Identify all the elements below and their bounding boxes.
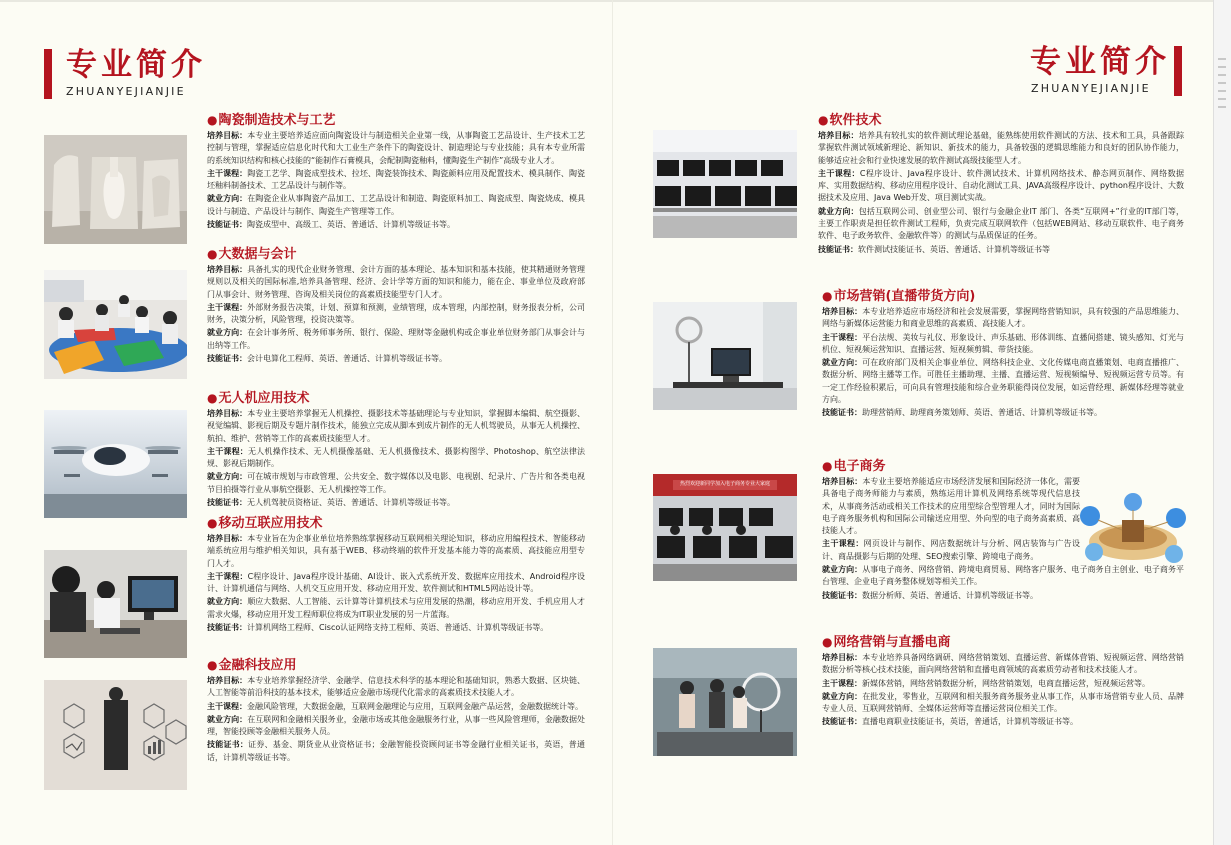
goal-text: 培养目标：本专业旨在为企事业单位培养熟练掌握移动互联网相关理论知识，移动应用编程技术、智能移动端系统应用与维护相关知识，具有基于WEB、移动终端的软件开发基本能力等的高素质、高技能应用型专门人才。	[207, 534, 585, 568]
section-title-text: 陶瓷制造技术与工艺	[218, 113, 336, 128]
photo-fintech	[44, 680, 187, 790]
section-title	[822, 458, 1184, 475]
section-title	[207, 657, 585, 674]
section-title-text: 软件技术	[829, 113, 882, 128]
photo-live-ecommerce	[653, 648, 797, 756]
section-title-text: 电子商务	[833, 459, 886, 474]
section-title	[207, 246, 585, 263]
bullet-dot-icon: ●	[822, 635, 833, 649]
courses-text: 主干课程：C程序设计、Java程序设计、软件测试技术、计算机网络技术、静态网页制作、网络数据库、实用数据结构、移动应用程序设计、自动化测试工具、JAVA高级程序设计、python程序设计、大数据技术及应用、Java Web开发、项目测试实战。	[818, 168, 1185, 203]
certs-text: 技能证书：无人机驾驶员资格证、英语、普通话、计算机等级证书等。	[207, 498, 455, 508]
section-title	[207, 515, 585, 532]
page-subtitle: ZHUANYEJIANJIE	[66, 85, 186, 98]
jobs-text: 就业方向：可在政府部门及相关企事业单位、网络科技企业、文化传媒电商直播策划、电商直播推广、数据分析、网络主播等工作。可胜任主播助理、主播、直播运营、短视频编导、短视频运营专员等。有一定工作经验积累后，可向具有管理技能和综合业务职能得岗位发展，如运营经理、新媒体经理等就业方向。	[822, 358, 1185, 405]
bullet-dot-icon: ●	[207, 113, 218, 127]
section-title	[207, 390, 585, 407]
photo-accounting-class	[44, 270, 187, 379]
bullet-dot-icon: ●	[822, 459, 833, 473]
section-title-text: 金融科技应用	[218, 658, 297, 673]
bullet-dot-icon: ●	[818, 113, 829, 127]
photo-mobile-dev	[44, 550, 187, 658]
bullet-dot-icon: ●	[207, 391, 218, 405]
section-accounting	[207, 246, 585, 365]
section-live-commerce	[822, 634, 1184, 729]
section-title-text: 移动互联应用技术	[218, 516, 323, 531]
jobs-text: 就业方向：在批发业，零售业，互联网和相关服务商务服务业从事工作，从事市场营销专业人员、品牌专业人员、互联网营销师、全媒体运营师等直播运营岗位相关工作。	[822, 691, 1185, 714]
courses-text: 主干课程：金融风险管理，大数据金融，互联网金融理论与应用，互联网金融产品运营，金融数据统计等。	[207, 701, 583, 711]
courses-text: 主干课程：无人机操作技术、无人机摄像基础、无人机摄像技术、摄影构图学、Photoshop、航空法律法规、影视后期制作。	[207, 446, 586, 469]
section-title-text: 市场营销(直播带货方向)	[833, 289, 976, 304]
certs-text: 技能证书：计算机网络工程师、Cisco认证网络支持工程师、英语、普通话、计算机等级证书等。	[207, 623, 549, 633]
bullet-dot-icon: ●	[207, 516, 218, 530]
section-ceramics	[207, 112, 585, 231]
courses-text: 主干课程：C程序设计、Java程序设计基础、AI设计、嵌入式系统开发、数据库应用技术、Android程序设计、计算机通信与网络、人机交互应用开发、移动应用开发、软件测试和HTML5网站设计等。	[207, 571, 586, 594]
viewer-scroll-strip[interactable]	[1213, 0, 1231, 845]
scroll-grip-icon[interactable]	[1218, 58, 1226, 108]
certs-text: 技能证书：会计电算化工程师、英语、普通话、计算机等级证书等。	[207, 354, 447, 364]
page-title: 专业简介	[66, 47, 206, 83]
goal-text: 培养目标：培养具有较扎实的软件测试理论基础，能熟练使用软件测试的方法、技术和工具，具备跟踪掌握软件测试领域新理论、新知识、新技术的能力，具备较强的逻辑思维能力和良好的团队协作能力，能够适应社会和行业快速发展的软件测试高级技能型人才。	[818, 131, 1185, 165]
bullet-dot-icon: ●	[207, 247, 218, 261]
jobs-text: 就业方向：从事电子商务、网络营销、跨境电商贸易、网络客户服务、电子商务自主创业、电子商务平台管理、企业电子商务整体规划等相关工作。	[822, 565, 1185, 587]
photo-ecommerce-class	[653, 474, 797, 581]
top-border	[0, 0, 1231, 2]
page-title: 专业简介	[1030, 44, 1170, 80]
certs-text: 技能证书：直播电商职业技能证书，英语，普通话，计算机等级证书等。	[822, 717, 1078, 727]
section-marketing	[822, 288, 1184, 420]
jobs-text: 就业方向：顺应大数据、人工智能、云计算等计算机技术与应用发展的热潮，移动应用开发、手机应用人才需求火爆，移动应用开发工程师职位将成为IT职业发展的另一片蓝海。	[207, 597, 585, 619]
ecommerce-wrap-text	[822, 476, 1080, 563]
jobs-text: 就业方向：在互联网和金融相关服务业，金融市场或其他金融服务行业，从事一些风险管理师，金融数据处理，智能投顾等金融相关服务人员。	[207, 714, 585, 737]
bullet-dot-icon: ●	[207, 658, 218, 672]
certs-text: 技能证书：数据分析师、英语、普通话、计算机等级证书等。	[822, 590, 1038, 600]
page-subtitle: ZHUANYEJIANJIE	[1031, 82, 1151, 95]
section-mobile	[207, 515, 585, 634]
jobs-text: 就业方向：在会计事务所、税务师事务所、银行、保险、理财等金融机构或企事业单位财务部门从事会计与出纳等工作。	[207, 328, 585, 350]
section-title	[822, 634, 1184, 651]
photo-ceramics	[44, 135, 187, 244]
goal-text: 培养目标：具备扎实的现代企业财务管理、会计方面的基本理论、基本知识和基本技能，使其精通财务管理规则以及相关的国际标准,培养具备管理、经济、会计学等方面的知识和能力，能在企、事业单位及政府部门从事会计、财务管理、咨询及相关岗位的高素质技能型专门人才。	[207, 265, 585, 299]
section-title-text: 网络营销与直播电商	[833, 635, 951, 650]
photo-computer-lab	[653, 130, 797, 238]
section-title-text: 无人机应用技术	[218, 391, 310, 406]
section-drone	[207, 390, 585, 509]
photo-drone	[44, 410, 187, 518]
jobs-text: 就业方向：可在城市规划与市政管理、公共安全、数字媒体以及电影、电视剧、纪录片、广告片和各类电视节目拍摄等行业从事航空摄影、无人机操控等工作。	[207, 472, 585, 494]
section-title	[822, 288, 1184, 305]
section-title	[818, 112, 1184, 129]
header-accent-bar	[1174, 46, 1182, 96]
section-title-text: 大数据与会计	[218, 247, 297, 262]
jobs-text: 就业方向：包括互联网公司、创业型公司、银行与金融企业IT 部门、各类“互联网+”行业的IT部门等，主要工作职责是担任软件测试工程师，负责完成互联网软件（包括WEB网站、移动互联软件、电子商务软件、电子政务软件、金融软件等）的测试与品质保证的任务。	[818, 206, 1185, 241]
goal-text: 培养目标：本专业培养掌握经济学、金融学、信息技术科学的基本理论和基础知识，熟悉大数据、区块链、人工智能等前沿科技的基本技术，能够适应金融市场现代化需求的高素质技术技能人才。	[207, 676, 585, 698]
courses-text: 主干课程：平台法规、美妆与礼仪、形象设计、声乐基础、形体训练、直播间搭建、镜头感知、灯光与机位、短视频运营知识、直播运营、短视频剪辑、带货技能。	[822, 332, 1185, 354]
courses-text: 主干课程：外部财务报告决策，计划、预算和预测，业绩管理，成本管理，内部控制，财务报表分析，公司财务，决策分析，风险管理，投资决策等。	[207, 302, 585, 325]
header-accent-bar	[44, 49, 52, 99]
goal-text: 培养目标：本专业主要培养掌握无人机操控、摄影技术等基础理论与专业知识，掌握脚本编辑、航空摄影、视觉编辑、影视后期及专题片制作技术，能独立完成从脚本到成片制作的无人机驾驶员，从事无人机操控、航拍、维护、营销等工作的高素质技能型人才。	[207, 409, 585, 443]
section-software	[818, 112, 1184, 256]
courses-text: 主干课程：网页设计与制作、网店数据统计与分析、网店装饰与广告设计、商品摄影与后期的处理、SEO搜索引擎、跨境电子商务。	[822, 539, 1081, 561]
jobs-text: 就业方向：在陶瓷企业从事陶瓷产品加工、工艺品设计和制造、陶瓷原料加工、陶瓷成型、陶瓷烧成、模具设计与制造、产品设计与制作、陶瓷生产管理等工作。	[207, 194, 585, 216]
certs-text: 技能证书：软件测试技能证书、英语、普通话、计算机等级证书等	[818, 244, 1050, 254]
certs-text: 技能证书：助理营销师、助理商务策划师、英语、普通话、计算机等级证书等。	[822, 408, 1102, 418]
courses-text: 主干课程：陶瓷工艺学、陶瓷成型技术、拉坯、陶瓷装饰技术、陶瓷颜料应用及配置技术、模具制作、陶瓷坯釉料制备技术、工艺品设计与制作等。	[207, 168, 585, 191]
certs-text: 技能证书：陶瓷成型中、高级工、英语、普通话、计算机等级证书等。	[207, 220, 455, 230]
photo-livestream-studio	[653, 302, 797, 410]
goal-text: 培养目标：本专业培养适应市场经济和社会发展需要，掌握网络营销知识，具有较强的产品思维能力、网络与新媒体运营能力和商业思维的高素质、高技能人才。	[822, 307, 1185, 329]
goal-text: 培养目标：本专业培养具备网络调研、网络营销策划、直播运营、新媒体营销、短视频运营、网络营销数据分析等核心技术技能，面向网络营销和直播电商领域的高素质劳动者和技术技能人才。	[822, 653, 1185, 675]
section-ecommerce	[822, 458, 1184, 602]
certs-text: 技能证书：证券、基金、期货业从业资格证书；金融智能投资顾问证书等金融行业相关证书，英语，普通话，计算机等级证书等。	[207, 740, 586, 762]
goal-text: 培养目标：本专业主要培养适应面向陶瓷设计与制造相关企业第一线，从事陶瓷工艺品设计、生产技术工艺控制与管理，掌握适应信息化时代和大工业生产条件下的陶瓷设计、制造理论与专业技能；具有本专业所需的系统知识结构和核心技能的“能制作石膏模具，会配制陶瓷釉料，懂陶瓷生产制作”高级专业人才。	[207, 131, 585, 165]
section-title	[207, 112, 585, 129]
bullet-dot-icon: ●	[822, 289, 833, 303]
section-fintech	[207, 657, 585, 764]
page-fold	[612, 0, 613, 845]
goal-text: 培养目标：本专业主要培养能适应市场经济发展和国际经济一体化，需要具备电子商务师能力与素质，熟练运用计算机及网络系统等现代信息技术，从事商务活动或相关工作技术的应用型综合型管理人才，同时为国际电子商务服务机构和国际公司输送应用型、外向型的电子商务高素质、高技能人才。	[822, 477, 1081, 536]
photo-banner-text: 热烈欢迎新同学加入电子商务专业大家庭	[679, 481, 770, 487]
courses-text: 主干课程：新媒体营销，网络营销数据分析，网络营销策划，电商直播运营，短视频运营等。	[822, 678, 1150, 688]
